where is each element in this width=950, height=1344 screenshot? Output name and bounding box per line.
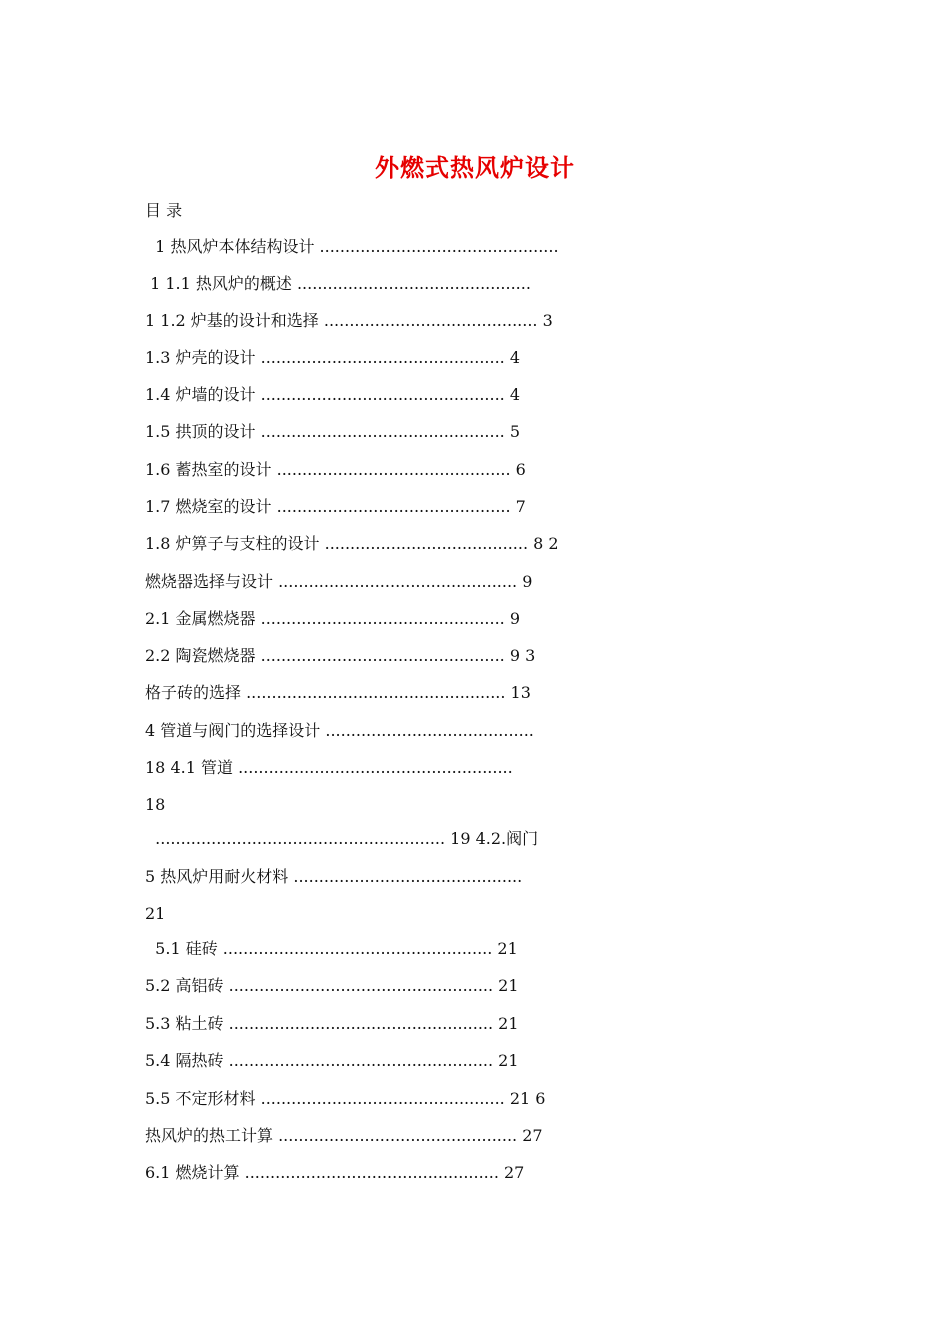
toc-line: 1.8 炉箅子与支柱的设计 ........................................ 8 2	[145, 534, 559, 553]
toc-line: 6.1 燃烧计算 .................................................. 27	[145, 1163, 525, 1182]
document-title: 外燃式热风炉设计	[375, 153, 575, 182]
toc-line: 1 热风炉本体结构设计 ...............................................	[145, 237, 559, 256]
toc-line: 5.5 不定形材料 ................................................ 21 6	[145, 1089, 546, 1108]
toc-line: 1 1.2 炉基的设计和选择 .......................................... 3	[145, 311, 553, 330]
toc-line: 1.4 炉墙的设计 ................................................ 4	[145, 385, 521, 404]
toc-line: ......................................................... 19 4.2.阀门	[145, 829, 539, 848]
toc-heading: 目 录	[145, 201, 183, 220]
toc-line: 燃烧器选择与设计 ............................................... 9	[145, 572, 533, 591]
toc-line: 5.4 隔热砖 .................................................... 21	[145, 1051, 519, 1070]
toc-line: 5.2 高铝砖 .................................................... 21	[145, 976, 519, 995]
toc-line: 1.6 蓄热室的设计 .............................................. 6	[145, 460, 526, 479]
toc-line: 1 1.1 热风炉的概述 ..............................................	[145, 274, 531, 293]
toc-line: 1.3 炉壳的设计 ................................................ 4	[145, 348, 521, 367]
toc-line: 2.1 金属燃烧器 ................................................ 9	[145, 609, 521, 628]
toc-line: 21	[145, 904, 166, 923]
toc-line: 1.7 燃烧室的设计 .............................................. 7	[145, 497, 526, 516]
toc-line: 1.5 拱顶的设计 ................................................ 5	[145, 422, 521, 441]
toc-line: 18 4.1 管道 ......................................................	[145, 758, 513, 777]
toc-line: 5.1 硅砖 ..................................................... 21	[145, 939, 518, 958]
toc-line: 2.2 陶瓷燃烧器 ................................................ 9 3	[145, 646, 536, 665]
toc-line: 热风炉的热工计算 ............................................... 27	[145, 1126, 543, 1145]
toc-line: 格子砖的选择 ................................................... 13	[145, 683, 531, 702]
toc-line: 5 热风炉用耐火材料 .............................................	[145, 867, 523, 886]
toc-line: 18	[145, 795, 166, 814]
toc-line: 4 管道与阀门的选择设计 .........................................	[145, 721, 534, 740]
toc-line: 5.3 粘土砖 .................................................... 21	[145, 1014, 519, 1033]
